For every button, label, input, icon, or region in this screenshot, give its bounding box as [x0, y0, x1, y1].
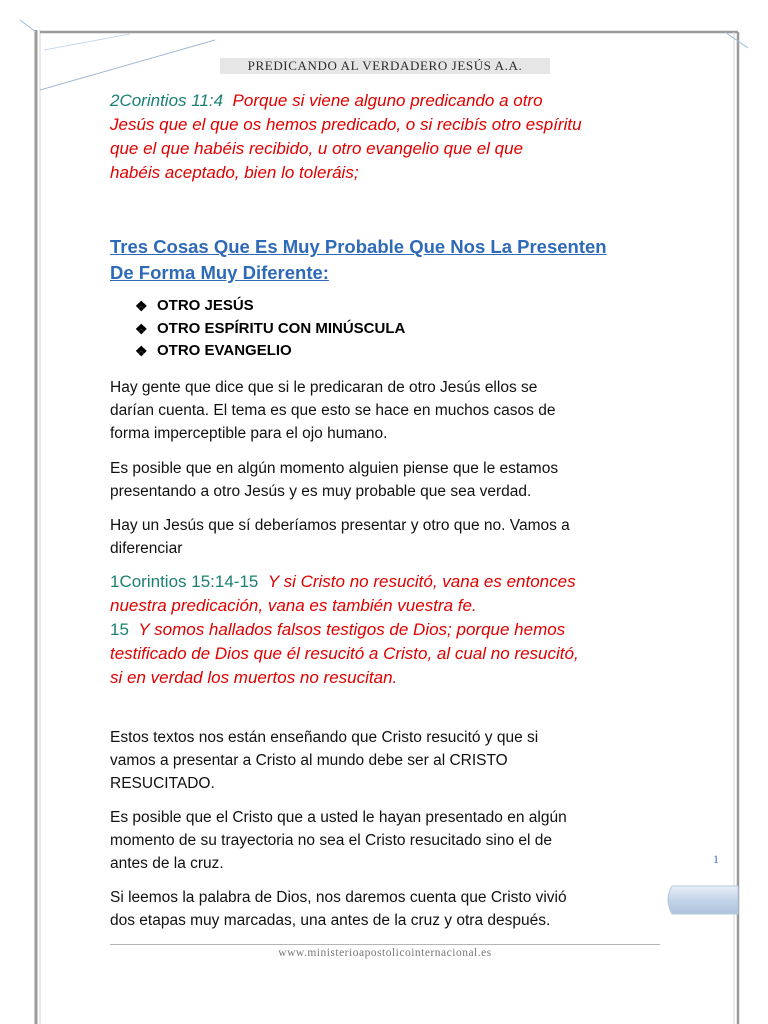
page-number: 1 [713, 852, 719, 866]
footer-url: www.ministerioapostolicointernacional.es [278, 947, 492, 959]
paragraph-line: RESUCITADO. [110, 775, 215, 792]
verse-line: habéis aceptado, bien lo toleráis; [110, 163, 359, 182]
paragraph-line: momento de su trayectoria no sea el Cristo resucitado sino el de [110, 832, 552, 849]
paragraph-line: dos etapas muy marcadas, una antes de la cruz y otra después. [110, 912, 551, 929]
paragraph-line: forma imperceptible para el ojo humano. [110, 425, 388, 442]
paragraph [110, 806, 650, 875]
diamond-bullet-icon: ❖ [135, 320, 148, 337]
paragraph-line: Hay gente que dice que si le predicaran de otro Jesús ellos se [110, 379, 538, 396]
paragraph-line: Si leemos la palabra de Dios, nos daremos cuenta que Cristo vivió [110, 889, 567, 906]
list-item [135, 318, 405, 341]
diamond-bullet-icon: ❖ [135, 343, 148, 359]
verse-reference: 2Corintios 11:4 [110, 91, 224, 110]
verse-line: testificado de Dios que él resucitó a Cristo, al cual no resucitó, [110, 644, 579, 663]
paragraph-line: presentando a otro Jesús y es muy probable que sea verdad. [110, 483, 532, 500]
bullet-list [135, 295, 405, 363]
list-item-label: OTRO EVANGELIO [157, 342, 292, 359]
list-item [135, 340, 405, 363]
verse-line: si en verdad los muertos no resucitan. [110, 668, 398, 687]
verse-line: Y somos hallados falsos testigos de Dios; porque hemos [138, 620, 566, 639]
list-item-label: OTRO JESÚS [157, 297, 254, 314]
paragraph-line: Estos textos nos están enseñando que Cristo resucitó y que si [110, 729, 539, 746]
heading-line: Tres Cosas Que Es Muy Probable Que Nos La Presenten [110, 236, 607, 257]
paragraph-line: darían cuenta. El tema es que esto se hace en muchos casos de [110, 402, 556, 419]
paragraph-line: Es posible que el Cristo que a usted le hayan presentado en algún [110, 809, 567, 826]
verse-reference: 1Corintios 15:14-15 [110, 572, 259, 591]
verse-1-corinthians [110, 570, 670, 690]
paragraph-line: diferenciar [110, 540, 183, 557]
verse-line: Y si Cristo no resucitó, vana es entonces [267, 572, 576, 591]
list-item [135, 295, 405, 318]
paragraph [110, 514, 650, 560]
section-heading [110, 234, 670, 286]
heading-line: De Forma Muy Diferente: [110, 262, 329, 283]
paragraph [110, 886, 650, 932]
paragraph-line: antes de la cruz. [110, 855, 224, 872]
verse-line: que el que habéis recibido, u otro evangelio que el que [110, 139, 524, 158]
verse-line: Porque si viene alguno predicando a otro [232, 91, 543, 110]
paragraph [110, 457, 650, 503]
diamond-bullet-icon: ❖ [135, 298, 148, 314]
verse-line: Jesús que el que os hemos predicado, o si recibís otro espíritu [110, 115, 582, 134]
verse-number: 15 [110, 620, 129, 639]
paragraph-line: vamos a presentar a Cristo al mundo debe ser al CRISTO [110, 752, 508, 769]
footer-divider [110, 944, 660, 945]
verse-line: nuestra predicación, vana es también vuestra fe. [110, 596, 477, 615]
document-header-title: PREDICANDO AL VERDADERO JESÚS A.A. [220, 58, 550, 74]
paragraph [110, 726, 650, 795]
verse-2-corinthians [110, 89, 670, 185]
paragraph-line: Hay un Jesús que sí deberíamos presentar y otro que no. Vamos a [110, 517, 570, 534]
list-item-label: OTRO ESPÍRITU CON MINÚSCULA [157, 319, 406, 337]
paragraph-line: Es posible que en algún momento alguien piense que le estamos [110, 460, 559, 477]
paragraph [110, 376, 650, 445]
